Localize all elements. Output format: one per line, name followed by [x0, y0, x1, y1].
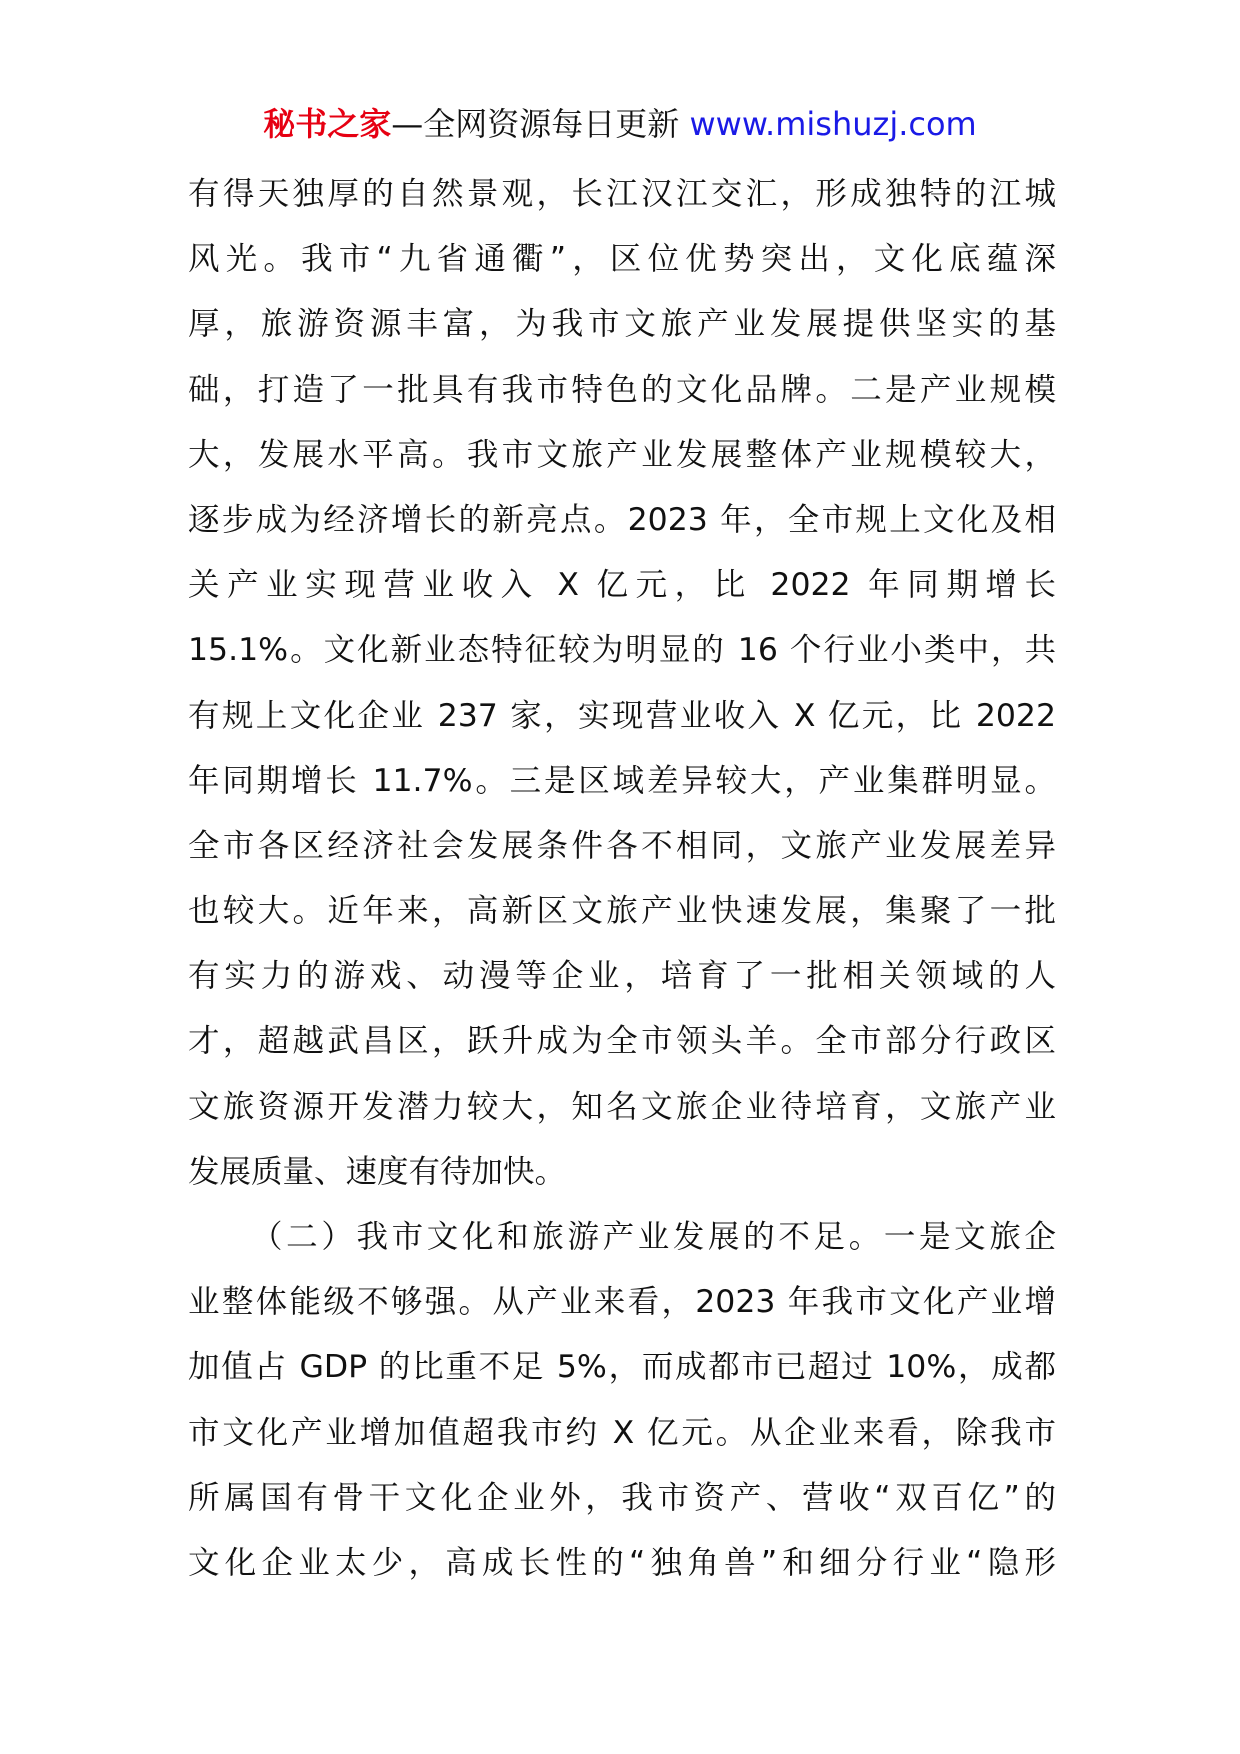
body-line: 发展质量、速度有待加快。	[188, 1153, 567, 1190]
document-body	[188, 162, 1056, 1596]
body-line: 有实力的游戏、动漫等企业，培育了一批相关领域的人	[188, 958, 1056, 995]
body-line: 所属国有骨干文化企业外，我市资产、营收“双百亿”的	[188, 1479, 1056, 1516]
site-tagline: —全网资源每日更新	[391, 105, 680, 143]
body-line: 有得天独厚的自然景观，长江汉江交汇，形成独特的江城	[188, 176, 1056, 212]
body-line: 文化企业太少，高成长性的“独角兽”和细分行业“隐形	[188, 1544, 1056, 1581]
body-line: 市文化产业增加值超我市约 X 亿元。从企业来看，除我市	[188, 1414, 1056, 1451]
body-line: 全市各区经济社会发展条件各不相同，文旅产业发展差异	[188, 827, 1056, 864]
body-line: 风光。我市“九省通衢”，区位优势突出，文化底蕴深	[188, 241, 1056, 278]
body-line: 才，超越武昌区，跃升成为全市领头羊。全市部分行政区	[188, 1023, 1056, 1060]
body-line: 加值占 GDP 的比重不足 5%，而成都市已超过 10%，成都	[188, 1349, 1056, 1386]
body-line: 础，打造了一批具有我市特色的文化品牌。二是产业规模	[188, 371, 1056, 408]
site-brand: 秘书之家	[263, 105, 392, 143]
body-line: 业整体能级不够强。从产业来看，2023 年我市文化产业增	[188, 1284, 1056, 1321]
body-line: 逐步成为经济增长的新亮点。2023 年，全市规上文化及相	[188, 501, 1056, 538]
body-line: （二）我市文化和旅游产业发展的不足。一是文旅企	[251, 1219, 1056, 1255]
body-line: 有规上文化企业 237 家，实现营业收入 X 亿元，比 2022	[188, 697, 1056, 734]
body-line: 年同期增长 11.7%。三是区域差异较大，产业集群明显。	[188, 762, 1056, 799]
body-line: 厚，旅游资源丰富，为我市文旅产业发展提供坚实的基	[188, 306, 1056, 343]
body-line: 也较大。近年来，高新区文旅产业快速发展，集聚了一批	[188, 893, 1056, 930]
site-url-link[interactable]: www.mishuzj.com	[689, 105, 977, 143]
body-line: 文旅资源开发潜力较大，知名文旅企业待培育，文旅产业	[188, 1088, 1056, 1125]
body-line: 关产业实现营业收入 X 亿元，比 2022 年同期增长	[188, 567, 1056, 604]
body-line: 15.1%。文化新业态特征较为明显的 16 个行业小类中，共	[188, 632, 1056, 669]
site-header	[0, 100, 1240, 148]
body-line: 大，发展水平高。我市文旅产业发展整体产业规模较大，	[188, 436, 1056, 473]
